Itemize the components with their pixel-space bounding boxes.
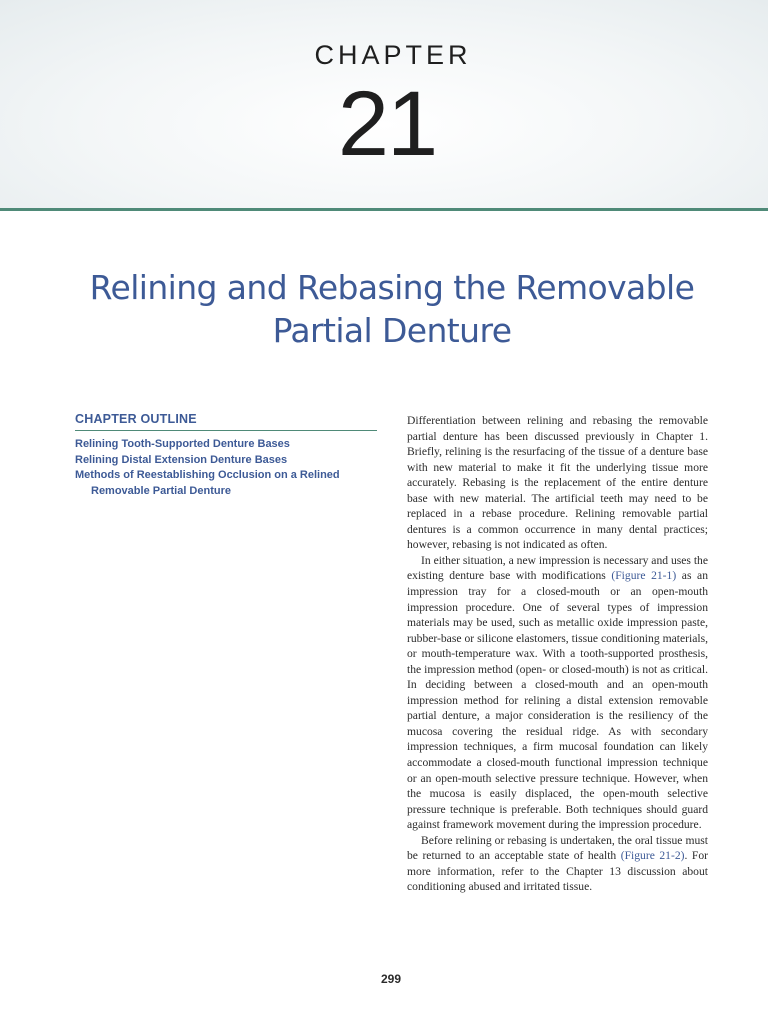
chapter-outline-heading: CHAPTER OUTLINE [75, 412, 377, 431]
figure-reference-link[interactable]: (Figure 21-1) [611, 569, 677, 583]
chapter-outline [75, 412, 377, 499]
body-text-run: Before relining or rebasing is undertaken, the oral tissue must be returned to an acceptable state of health [407, 833, 708, 863]
page-number: 299 [380, 972, 402, 986]
body-text-run: In either situation, a new impression is necessary and uses the existing denture base with modifications [407, 553, 708, 583]
outline-item[interactable]: Methods of Reestablishing Occlusion on a Relined Removable Partial Denture [75, 469, 340, 497]
body-paragraph: Differentiation between relining and rebasing the removable partial denture has been discussed previously in Chapter 1. Briefly, relining is the resurfacing of the tissue of a denture base with new material to make it fit the underlying tissue more accurately. Rebasing is the replacement of the entire denture base with new material. The artificial teeth may need to be replaced in a rebase procedure. Relining removable partial dentures is a common occurrence in many dental practices; however, rebasing is not indicated as often. [407, 414, 708, 552]
chapter-title-line-1: Relining and Rebasing the Removable [89, 268, 695, 307]
outline-item[interactable]: Relining Distal Extension Denture Bases [75, 453, 288, 466]
body-text-run: . For more information, refer to the Chapter 13 discussion about conditioning abused and irritated tissue. [407, 849, 708, 894]
chapter-title-line-2: Partial Denture [272, 311, 512, 350]
figure-reference-link[interactable]: (Figure 21-2) [620, 849, 685, 863]
outline-item[interactable]: Relining Tooth-Supported Denture Bases [75, 438, 290, 450]
body-paragraph [407, 833, 708, 895]
chapter-label: CHAPTER [314, 40, 472, 70]
body-text [407, 413, 708, 895]
chapter-number: 21 [337, 73, 437, 175]
chapter-title [60, 266, 724, 352]
body-paragraph [407, 553, 708, 833]
header-divider [0, 208, 768, 211]
body-text-run: as an impression tray for a closed-mouth or an open-mouth impression procedure. One of several types of impression materials may be used, such as metallic oxide impression paste, rubber-base or silicone elastomers, tissue conditioning materials, or mouth-temperature wax. With a tooth-supported prosthesis, the impression method (open- or closed-mouth) is not as critical. In deciding between a closed-mouth and an open-mouth impression method for relining a distal extension removable partial denture, a major consideration is the resiliency of the mucosa covering the residual ridge. As with secondary impression techniques, a firm mucosal foundation can likely accommodate a closed-mouth functional impression technique or an open-mouth selective pressure technique. However, when the mucosa is easily displaced, the open-mouth selective pressure technique is preferable. Both techniques should guard against framework movement during the impression procedure. [407, 569, 708, 832]
